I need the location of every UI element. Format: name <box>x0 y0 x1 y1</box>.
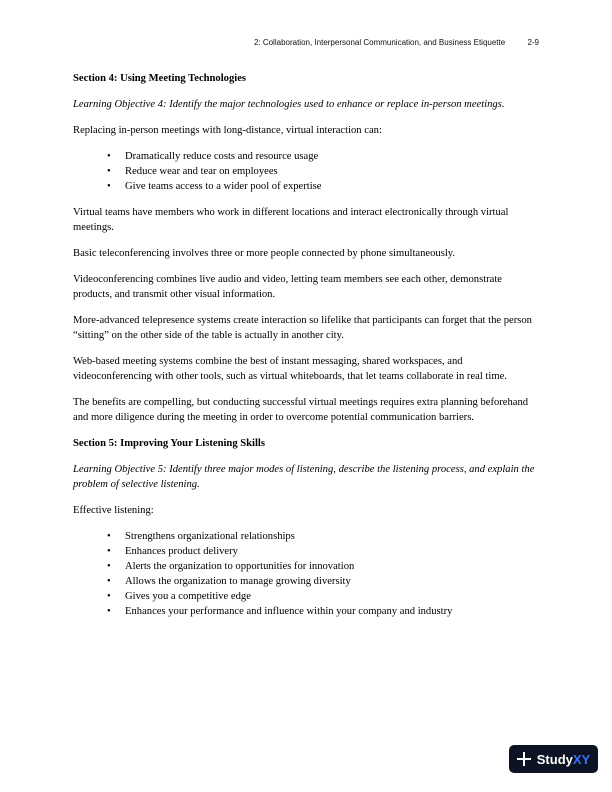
bullet-icon: • <box>107 591 111 602</box>
section-4-heading: Section 4: Using Meeting Technologies <box>73 73 247 84</box>
bullet-icon: • <box>107 181 111 192</box>
list-item: • Reduce wear and tear on employees <box>107 166 278 177</box>
section-4-bullet-list <box>73 149 543 194</box>
bullet-icon: • <box>107 546 111 557</box>
section-5-bullet-list <box>73 529 543 619</box>
learning-objective-4: Learning Objective 4: Identify the major technologies used to enhance or replace in-person meetings. <box>73 99 505 110</box>
list-item: • Allows the organization to manage growing diversity <box>107 576 351 587</box>
bullet-icon: • <box>107 166 111 177</box>
list-item: • Alerts the organization to opportunities for innovation <box>107 561 355 572</box>
list-item: • Strengthens organizational relationships <box>107 531 295 542</box>
brand-xy: XY <box>572 751 591 767</box>
list-item: • Gives you a competitive edge <box>107 591 251 602</box>
section-5-heading: Section 5: Improving Your Listening Skills <box>73 438 266 449</box>
running-header <box>0 38 539 48</box>
section-4-intro: Replacing in-person meetings with long-distance, virtual interaction can: <box>73 125 382 136</box>
paragraph-web-meetings: Web-based meeting systems combine the best of instant messaging, shared workspaces, and videoconferencing with other tools, such as virtual whiteboards, that let teams collaborate in real time. <box>73 356 507 382</box>
bullet-icon: • <box>107 576 111 587</box>
studyxy-badge[interactable] <box>509 745 598 773</box>
list-item: • Dramatically reduce costs and resource usage <box>107 151 319 162</box>
paragraph-telepresence: More-advanced telepresence systems create interaction so lifelike that participants can forget that the person “sitting” on the other side of the table is actually in another city. <box>73 315 532 341</box>
paragraph-benefits: The benefits are compelling, but conducting successful virtual meetings requires extra planning beforehand and more diligence during the meeting in order to overcome potential communication barriers. <box>73 397 529 423</box>
bullet-icon: • <box>107 561 111 572</box>
header-title: 2: Collaboration, Interpersonal Communication, and Business Etiquette <box>253 38 506 47</box>
page-content <box>73 71 543 630</box>
section-5-intro: Effective listening: <box>73 505 154 516</box>
learning-objective-5: Learning Objective 5: Identify three major modes of listening, describe the listening process, and explain the problem of selective listening. <box>73 464 535 490</box>
paragraph-videoconferencing: Videoconferencing combines live audio and video, letting team members see each other, demonstrate products, and transmit other visual information. <box>73 274 503 300</box>
list-item: • Enhances your performance and influence within your company and industry <box>107 606 453 617</box>
bullet-icon: • <box>107 606 111 617</box>
page-number: 2-9 <box>527 38 539 47</box>
bullet-icon: • <box>107 151 111 162</box>
bullet-icon: • <box>107 531 111 542</box>
plus-icon <box>517 752 531 766</box>
list-item: • Give teams access to a wider pool of expertise <box>107 181 322 192</box>
list-item: • Enhances product delivery <box>107 546 238 557</box>
brand-study: Study <box>536 751 573 767</box>
paragraph-virtual-teams: Virtual teams have members who work in different locations and interact electronically through virtual meetings. <box>73 207 509 233</box>
paragraph-teleconferencing: Basic teleconferencing involves three or more people connected by phone simultaneously. <box>73 248 456 259</box>
